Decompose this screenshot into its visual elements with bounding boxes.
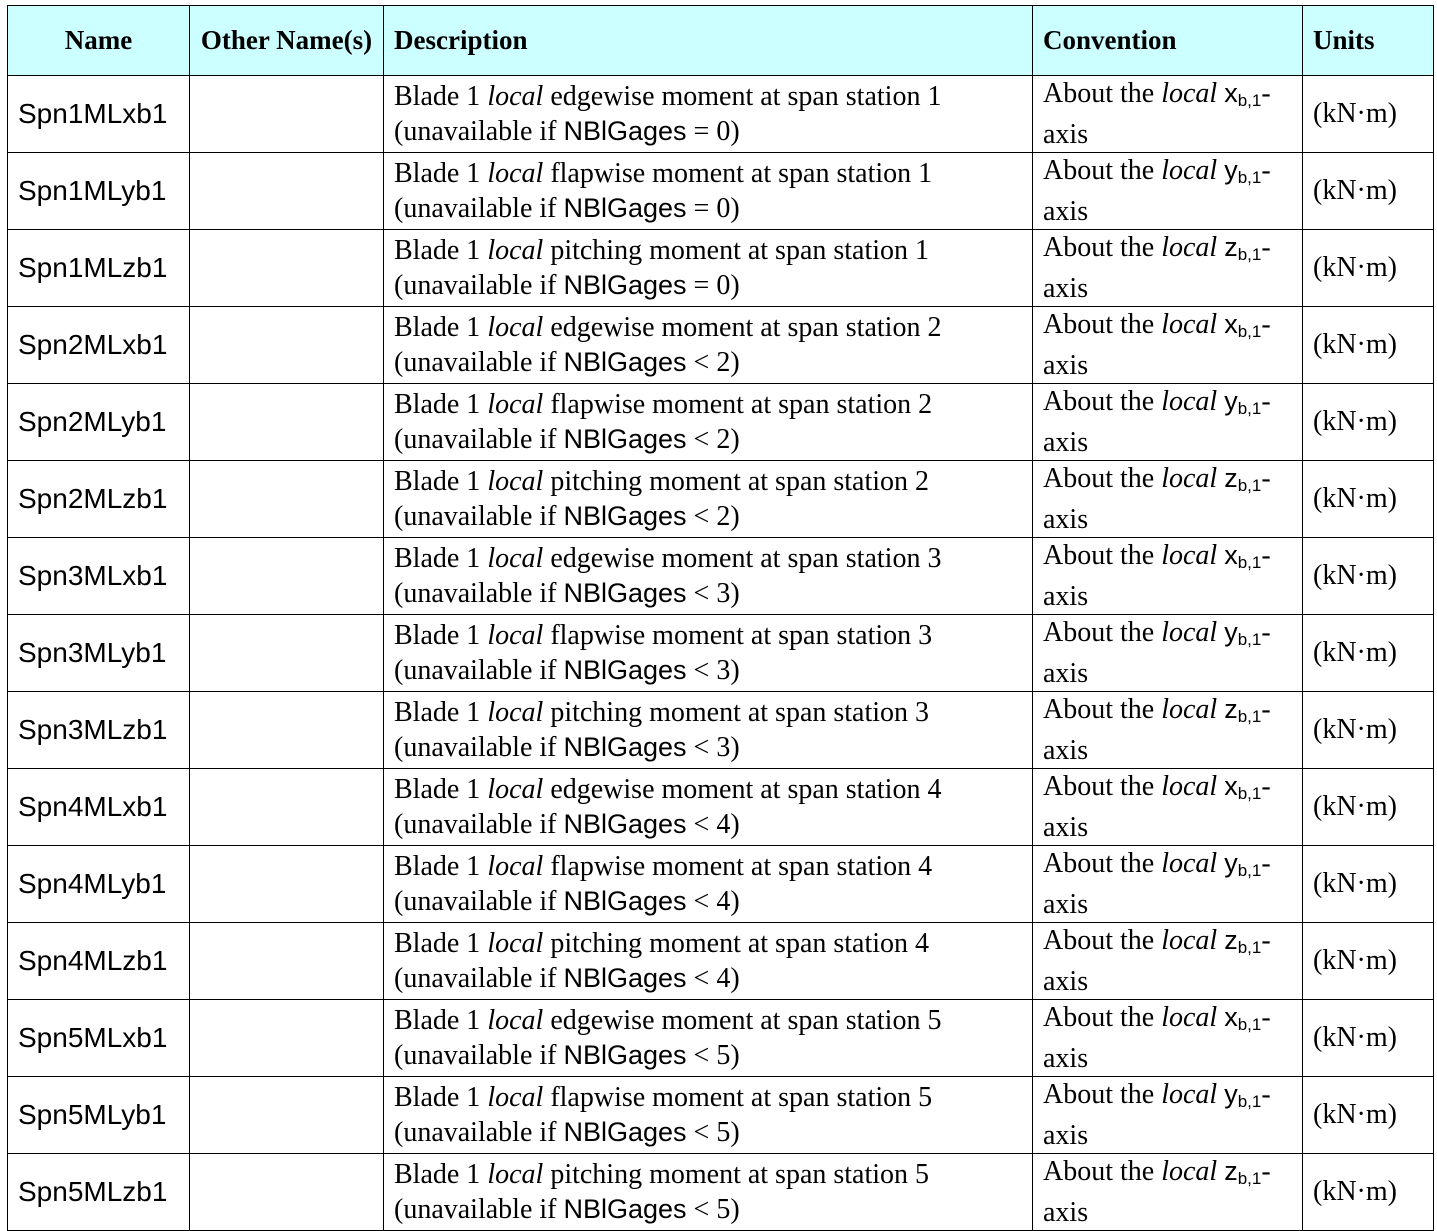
conv-prefix: About the xyxy=(1043,155,1155,186)
other-names-cell xyxy=(190,384,384,461)
cond-prefix: (unavailable if xyxy=(394,654,557,686)
conv-prefix: About the xyxy=(1043,771,1155,802)
conv-suffix: -axis xyxy=(1043,78,1271,150)
desc-text: edgewise moment at span station 4 xyxy=(550,773,942,805)
cond-variable: NBlGages xyxy=(563,423,687,454)
desc-local: local xyxy=(487,927,544,959)
convention-cell xyxy=(1033,461,1303,538)
cond-variable: NBlGages xyxy=(563,577,687,608)
cond-variable: NBlGages xyxy=(563,1193,687,1224)
desc-prefix: Blade 1 xyxy=(394,1158,481,1190)
channel-name-cell xyxy=(8,307,190,384)
cond-prefix: (unavailable if xyxy=(394,885,557,917)
desc-local: local xyxy=(487,1081,544,1113)
convention-cell xyxy=(1033,769,1303,846)
cond-suffix: < 2) xyxy=(693,500,740,532)
channel-name-cell xyxy=(8,1154,190,1231)
header-other-names: Other Name(s) xyxy=(190,6,384,76)
channel-name-cell xyxy=(8,1077,190,1154)
table-row xyxy=(8,1000,1434,1077)
desc-local: local xyxy=(487,311,544,343)
units-cell xyxy=(1303,1000,1434,1077)
desc-text: flapwise moment at span station 3 xyxy=(550,619,933,651)
conv-suffix: -axis xyxy=(1043,1002,1271,1074)
conv-axis: z xyxy=(1224,463,1238,493)
desc-prefix: Blade 1 xyxy=(394,773,481,805)
description-cell xyxy=(384,1154,1033,1231)
desc-local: local xyxy=(487,619,544,651)
conv-suffix: -axis xyxy=(1043,1156,1271,1228)
conv-local: local xyxy=(1161,386,1218,417)
conv-subscript: b,1 xyxy=(1237,938,1262,957)
channel-name-cell xyxy=(8,538,190,615)
cond-suffix: < 3) xyxy=(693,654,740,686)
conv-suffix: -axis xyxy=(1043,771,1271,843)
description-cell xyxy=(384,692,1033,769)
desc-prefix: Blade 1 xyxy=(394,850,481,882)
description-cell xyxy=(384,384,1033,461)
channel-name-cell xyxy=(8,923,190,1000)
conv-axis: z xyxy=(1224,925,1238,955)
cond-variable: NBlGages xyxy=(563,808,687,839)
desc-local: local xyxy=(487,1158,544,1190)
table-row xyxy=(8,384,1434,461)
cond-suffix: < 2) xyxy=(693,346,740,378)
conv-local: local xyxy=(1161,309,1218,340)
cond-prefix: (unavailable if xyxy=(394,423,557,455)
other-names-cell xyxy=(190,230,384,307)
conv-subscript: b,1 xyxy=(1237,476,1262,495)
desc-text: flapwise moment at span station 5 xyxy=(550,1081,933,1113)
channel-name: Spn4MLyb1 xyxy=(18,868,167,899)
conv-subscript: b,1 xyxy=(1237,784,1262,803)
channel-name-cell xyxy=(8,461,190,538)
conv-axis: z xyxy=(1224,1156,1238,1186)
desc-local: local xyxy=(487,773,544,805)
cond-variable: NBlGages xyxy=(563,115,687,146)
cond-variable: NBlGages xyxy=(563,269,687,300)
conv-prefix: About the xyxy=(1043,1156,1155,1187)
header-row xyxy=(8,6,1434,76)
units-cell xyxy=(1303,538,1434,615)
conv-local: local xyxy=(1161,232,1218,263)
units-cell xyxy=(1303,615,1434,692)
description-cell xyxy=(384,769,1033,846)
channel-name: Spn1MLxb1 xyxy=(18,98,168,129)
description-cell xyxy=(384,1077,1033,1154)
channel-name: Spn2MLyb1 xyxy=(18,406,167,437)
cond-prefix: (unavailable if xyxy=(394,269,557,301)
description-cell xyxy=(384,1000,1033,1077)
conv-subscript: b,1 xyxy=(1237,1015,1262,1034)
conv-local: local xyxy=(1161,540,1218,571)
channel-name: Spn1MLyb1 xyxy=(18,175,167,206)
convention-cell xyxy=(1033,307,1303,384)
channel-name: Spn5MLzb1 xyxy=(18,1176,168,1207)
conv-local: local xyxy=(1161,925,1218,956)
channel-name: Spn3MLxb1 xyxy=(18,560,168,591)
units: (kN·m) xyxy=(1313,1022,1397,1053)
conv-axis: y xyxy=(1224,848,1238,878)
cond-prefix: (unavailable if xyxy=(394,192,557,224)
channel-name-cell xyxy=(8,846,190,923)
conv-axis: y xyxy=(1224,1079,1238,1109)
conv-axis: z xyxy=(1224,694,1238,724)
conv-prefix: About the xyxy=(1043,848,1155,879)
desc-text: flapwise moment at span station 2 xyxy=(550,388,933,420)
cond-suffix: < 5) xyxy=(693,1116,740,1148)
conv-subscript: b,1 xyxy=(1237,707,1262,726)
conv-suffix: -axis xyxy=(1043,463,1271,535)
conv-axis: y xyxy=(1224,155,1238,185)
conv-axis: x xyxy=(1224,309,1238,339)
conv-axis: z xyxy=(1224,232,1238,262)
units: (kN·m) xyxy=(1313,483,1397,514)
table-row xyxy=(8,153,1434,230)
channel-name: Spn5MLxb1 xyxy=(18,1022,168,1053)
desc-prefix: Blade 1 xyxy=(394,80,481,112)
conv-suffix: -axis xyxy=(1043,155,1271,227)
conv-suffix: -axis xyxy=(1043,694,1271,766)
conv-local: local xyxy=(1161,1002,1218,1033)
units: (kN·m) xyxy=(1313,945,1397,976)
conv-prefix: About the xyxy=(1043,463,1155,494)
conv-local: local xyxy=(1161,617,1218,648)
cond-prefix: (unavailable if xyxy=(394,1116,557,1148)
description-cell xyxy=(384,230,1033,307)
units-cell xyxy=(1303,1077,1434,1154)
cond-suffix: = 0) xyxy=(693,115,740,147)
cond-prefix: (unavailable if xyxy=(394,962,557,994)
other-names-cell xyxy=(190,76,384,153)
conv-axis: x xyxy=(1224,78,1238,108)
units-cell xyxy=(1303,461,1434,538)
conv-local: local xyxy=(1161,1156,1218,1187)
channel-name: Spn2MLzb1 xyxy=(18,483,168,514)
desc-local: local xyxy=(487,696,544,728)
channel-name-cell xyxy=(8,1000,190,1077)
convention-cell xyxy=(1033,1000,1303,1077)
conv-local: local xyxy=(1161,78,1218,109)
conv-subscript: b,1 xyxy=(1237,322,1262,341)
channel-name: Spn3MLzb1 xyxy=(18,714,168,745)
conv-prefix: About the xyxy=(1043,386,1155,417)
desc-prefix: Blade 1 xyxy=(394,696,481,728)
table-row xyxy=(8,230,1434,307)
desc-text: pitching moment at span station 5 xyxy=(550,1158,930,1190)
conv-local: local xyxy=(1161,463,1218,494)
header-units: Units xyxy=(1303,6,1434,76)
units-cell xyxy=(1303,384,1434,461)
channel-name-cell xyxy=(8,692,190,769)
conv-suffix: -axis xyxy=(1043,1079,1271,1151)
desc-prefix: Blade 1 xyxy=(394,619,481,651)
conv-prefix: About the xyxy=(1043,925,1155,956)
conv-local: local xyxy=(1161,848,1218,879)
conv-subscript: b,1 xyxy=(1237,630,1262,649)
other-names-cell xyxy=(190,461,384,538)
channel-name-cell xyxy=(8,153,190,230)
channel-name-cell xyxy=(8,76,190,153)
conv-suffix: -axis xyxy=(1043,386,1271,458)
other-names-cell xyxy=(190,307,384,384)
desc-text: pitching moment at span station 1 xyxy=(550,234,930,266)
channel-name: Spn2MLxb1 xyxy=(18,329,168,360)
description-cell xyxy=(384,461,1033,538)
desc-local: local xyxy=(487,80,544,112)
conv-axis: x xyxy=(1224,771,1238,801)
conv-prefix: About the xyxy=(1043,694,1155,725)
channel-name: Spn5MLyb1 xyxy=(18,1099,167,1130)
conv-prefix: About the xyxy=(1043,1079,1155,1110)
other-names-cell xyxy=(190,538,384,615)
cond-suffix: = 0) xyxy=(693,269,740,301)
units: (kN·m) xyxy=(1313,714,1397,745)
desc-prefix: Blade 1 xyxy=(394,388,481,420)
cond-prefix: (unavailable if xyxy=(394,500,557,532)
cond-suffix: < 5) xyxy=(693,1039,740,1071)
units-cell xyxy=(1303,153,1434,230)
description-cell xyxy=(384,846,1033,923)
cond-prefix: (unavailable if xyxy=(394,115,557,147)
conv-suffix: -axis xyxy=(1043,925,1271,997)
units-cell xyxy=(1303,230,1434,307)
desc-prefix: Blade 1 xyxy=(394,157,481,189)
convention-cell xyxy=(1033,76,1303,153)
header-convention: Convention xyxy=(1033,6,1303,76)
units: (kN·m) xyxy=(1313,329,1397,360)
description-cell xyxy=(384,923,1033,1000)
conv-prefix: About the xyxy=(1043,540,1155,571)
conv-subscript: b,1 xyxy=(1237,91,1262,110)
conv-axis: y xyxy=(1224,617,1238,647)
desc-local: local xyxy=(487,1004,544,1036)
desc-prefix: Blade 1 xyxy=(394,311,481,343)
cond-suffix: < 4) xyxy=(693,885,740,917)
header-name: Name xyxy=(8,6,190,76)
convention-cell xyxy=(1033,230,1303,307)
desc-prefix: Blade 1 xyxy=(394,542,481,574)
table-body xyxy=(8,76,1434,1231)
conv-suffix: -axis xyxy=(1043,309,1271,381)
table-row xyxy=(8,307,1434,384)
description-cell xyxy=(384,153,1033,230)
conv-local: local xyxy=(1161,155,1218,186)
conv-prefix: About the xyxy=(1043,1002,1155,1033)
conv-subscript: b,1 xyxy=(1237,1169,1262,1188)
description-cell xyxy=(384,538,1033,615)
conv-axis: y xyxy=(1224,386,1238,416)
units-cell xyxy=(1303,1154,1434,1231)
units: (kN·m) xyxy=(1313,252,1397,283)
conv-subscript: b,1 xyxy=(1237,245,1262,264)
desc-prefix: Blade 1 xyxy=(394,927,481,959)
other-names-cell xyxy=(190,692,384,769)
other-names-cell xyxy=(190,846,384,923)
desc-local: local xyxy=(487,465,544,497)
channel-name: Spn1MLzb1 xyxy=(18,252,168,283)
table-row xyxy=(8,769,1434,846)
desc-local: local xyxy=(487,234,544,266)
cond-prefix: (unavailable if xyxy=(394,1039,557,1071)
cond-suffix: < 4) xyxy=(693,808,740,840)
cond-prefix: (unavailable if xyxy=(394,808,557,840)
desc-prefix: Blade 1 xyxy=(394,1004,481,1036)
description-cell xyxy=(384,76,1033,153)
units: (kN·m) xyxy=(1313,406,1397,437)
conv-local: local xyxy=(1161,1079,1218,1110)
table-row xyxy=(8,923,1434,1000)
cond-suffix: = 0) xyxy=(693,192,740,224)
cond-suffix: < 2) xyxy=(693,423,740,455)
conv-subscript: b,1 xyxy=(1237,1092,1262,1111)
cond-variable: NBlGages xyxy=(563,1116,687,1147)
desc-text: pitching moment at span station 3 xyxy=(550,696,930,728)
convention-cell xyxy=(1033,846,1303,923)
units: (kN·m) xyxy=(1313,175,1397,206)
desc-local: local xyxy=(487,850,544,882)
cond-variable: NBlGages xyxy=(563,654,687,685)
conv-prefix: About the xyxy=(1043,617,1155,648)
units-cell xyxy=(1303,307,1434,384)
desc-prefix: Blade 1 xyxy=(394,465,481,497)
other-names-cell xyxy=(190,1077,384,1154)
desc-local: local xyxy=(487,542,544,574)
units-cell xyxy=(1303,692,1434,769)
units-cell xyxy=(1303,76,1434,153)
channel-name-cell xyxy=(8,769,190,846)
conv-axis: x xyxy=(1224,540,1238,570)
conv-suffix: -axis xyxy=(1043,232,1271,304)
channel-name-cell xyxy=(8,615,190,692)
channel-name: Spn4MLzb1 xyxy=(18,945,168,976)
conv-suffix: -axis xyxy=(1043,617,1271,689)
desc-text: pitching moment at span station 2 xyxy=(550,465,930,497)
desc-text: flapwise moment at span station 1 xyxy=(550,157,933,189)
cond-prefix: (unavailable if xyxy=(394,577,557,609)
cond-suffix: < 3) xyxy=(693,731,740,763)
conv-suffix: -axis xyxy=(1043,848,1271,920)
cond-variable: NBlGages xyxy=(563,962,687,993)
conv-prefix: About the xyxy=(1043,232,1155,263)
other-names-cell xyxy=(190,615,384,692)
header-description: Description xyxy=(384,6,1033,76)
units-cell xyxy=(1303,769,1434,846)
desc-text: flapwise moment at span station 4 xyxy=(550,850,933,882)
other-names-cell xyxy=(190,153,384,230)
table-row xyxy=(8,615,1434,692)
convention-cell xyxy=(1033,384,1303,461)
channel-name: Spn3MLyb1 xyxy=(18,637,167,668)
conv-subscript: b,1 xyxy=(1237,399,1262,418)
units: (kN·m) xyxy=(1313,560,1397,591)
other-names-cell xyxy=(190,769,384,846)
desc-text: edgewise moment at span station 1 xyxy=(550,80,942,112)
conv-prefix: About the xyxy=(1043,309,1155,340)
convention-cell xyxy=(1033,1154,1303,1231)
output-channels-table xyxy=(7,5,1434,1231)
desc-text: pitching moment at span station 4 xyxy=(550,927,930,959)
table-header xyxy=(8,6,1434,76)
desc-local: local xyxy=(487,388,544,420)
desc-local: local xyxy=(487,157,544,189)
channel-name-cell xyxy=(8,384,190,461)
cond-prefix: (unavailable if xyxy=(394,346,557,378)
desc-text: edgewise moment at span station 3 xyxy=(550,542,942,574)
description-cell xyxy=(384,615,1033,692)
conv-local: local xyxy=(1161,694,1218,725)
cond-variable: NBlGages xyxy=(563,731,687,762)
conv-suffix: -axis xyxy=(1043,540,1271,612)
units: (kN·m) xyxy=(1313,791,1397,822)
other-names-cell xyxy=(190,1154,384,1231)
table-row xyxy=(8,1154,1434,1231)
convention-cell xyxy=(1033,923,1303,1000)
conv-prefix: About the xyxy=(1043,78,1155,109)
conv-local: local xyxy=(1161,771,1218,802)
units-cell xyxy=(1303,846,1434,923)
units-cell xyxy=(1303,923,1434,1000)
cond-suffix: < 5) xyxy=(693,1193,740,1225)
cond-suffix: < 4) xyxy=(693,962,740,994)
conv-axis: x xyxy=(1224,1002,1238,1032)
units: (kN·m) xyxy=(1313,98,1397,129)
other-names-cell xyxy=(190,1000,384,1077)
units: (kN·m) xyxy=(1313,1176,1397,1207)
table-row xyxy=(8,1077,1434,1154)
conv-subscript: b,1 xyxy=(1237,861,1262,880)
description-cell xyxy=(384,307,1033,384)
convention-cell xyxy=(1033,1077,1303,1154)
table-row xyxy=(8,461,1434,538)
cond-prefix: (unavailable if xyxy=(394,731,557,763)
desc-text: edgewise moment at span station 2 xyxy=(550,311,942,343)
desc-prefix: Blade 1 xyxy=(394,1081,481,1113)
desc-text: edgewise moment at span station 5 xyxy=(550,1004,942,1036)
convention-cell xyxy=(1033,615,1303,692)
channel-name-cell xyxy=(8,230,190,307)
units: (kN·m) xyxy=(1313,637,1397,668)
convention-cell xyxy=(1033,153,1303,230)
channel-name: Spn4MLxb1 xyxy=(18,791,168,822)
conv-subscript: b,1 xyxy=(1237,168,1262,187)
cond-variable: NBlGages xyxy=(563,346,687,377)
cond-variable: NBlGages xyxy=(563,500,687,531)
convention-cell xyxy=(1033,692,1303,769)
convention-cell xyxy=(1033,538,1303,615)
units: (kN·m) xyxy=(1313,1099,1397,1130)
desc-prefix: Blade 1 xyxy=(394,234,481,266)
conv-subscript: b,1 xyxy=(1237,553,1262,572)
cond-variable: NBlGages xyxy=(563,1039,687,1070)
table-row xyxy=(8,846,1434,923)
cond-prefix: (unavailable if xyxy=(394,1193,557,1225)
other-names-cell xyxy=(190,923,384,1000)
table-row xyxy=(8,692,1434,769)
table-row xyxy=(8,538,1434,615)
cond-variable: NBlGages xyxy=(563,885,687,916)
cond-suffix: < 3) xyxy=(693,577,740,609)
table-row xyxy=(8,76,1434,153)
units: (kN·m) xyxy=(1313,868,1397,899)
cond-variable: NBlGages xyxy=(563,192,687,223)
